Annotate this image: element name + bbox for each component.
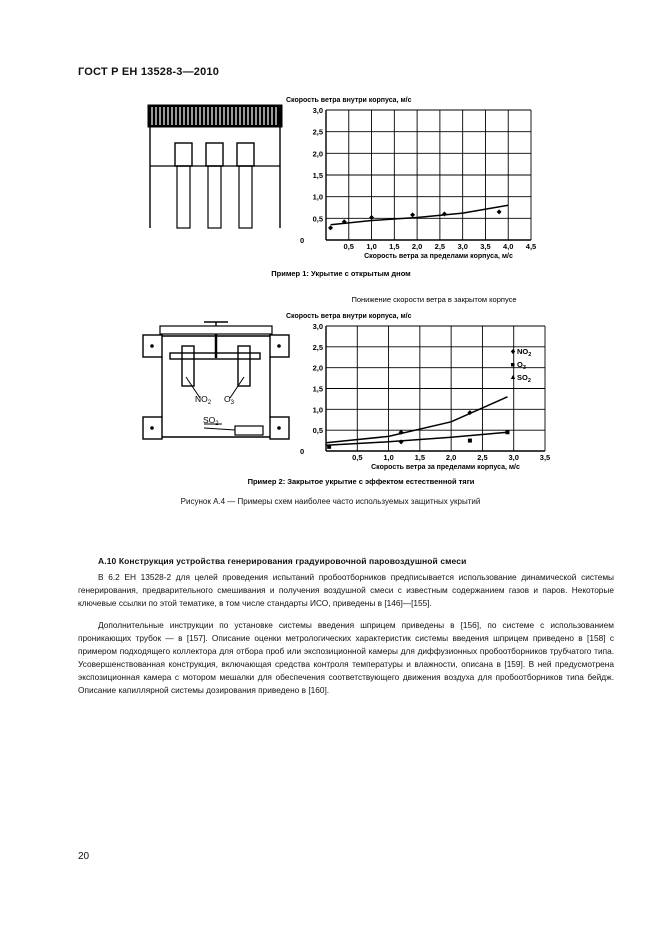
data-point xyxy=(468,439,472,443)
bolt-icon xyxy=(277,426,281,430)
x-tick-label: 3,0 xyxy=(508,453,519,462)
x-tick-label: 1,5 xyxy=(389,242,400,251)
figure2-subtitle: Понижение скорости ветра в закрытом корпусе xyxy=(351,295,517,304)
label-so2: $SO_2$ xyxy=(203,415,219,427)
data-point xyxy=(497,209,502,214)
data-point xyxy=(505,430,509,434)
section-heading: А.10 Конструкция устройства генерирования градуировочной паровоздушной смеси xyxy=(98,556,467,566)
x-tick-label: 1,0 xyxy=(366,242,377,251)
document-header: ГОСТ Р ЕН 13528-3—2010 xyxy=(78,66,220,78)
paragraph: В 6.2 ЕН 13528-2 для целей проведения испытаний пробоотборников предписывается использование динамической системы генерирования, предварительного смешивания и получения воздушной смеси с известным содержанием газов и паров. Некоторые ключевые ссылки по этой тематике, в том числе стандарты ИСО, приведены в [146]—[155]. xyxy=(78,572,614,608)
label-o3: $O_3$ xyxy=(224,394,234,406)
x-tick-label: 0,5 xyxy=(343,242,354,251)
y-tick-label: 2,5 xyxy=(312,342,323,352)
x-tick-label: 3,0 xyxy=(457,242,468,251)
data-point xyxy=(369,215,374,220)
data-point xyxy=(327,445,331,449)
y-tick-label: 2,5 xyxy=(312,127,323,137)
chart-closed-shelter xyxy=(286,313,550,471)
legend-entry: $SO_2$ xyxy=(517,373,531,384)
data-point xyxy=(328,225,333,230)
page-number: 20 xyxy=(78,851,90,862)
diagram-open-bottom-shelter xyxy=(148,105,282,228)
x-tick-label: 1,5 xyxy=(414,453,426,462)
x-tick-label: 0,5 xyxy=(352,453,363,462)
origin-label: 0 xyxy=(300,236,305,245)
origin-label: 0 xyxy=(300,447,305,456)
bolt-icon xyxy=(277,344,281,348)
bolt-icon xyxy=(150,426,154,430)
x-tick-label: 2,5 xyxy=(434,242,446,251)
y-tick-label: 0,5 xyxy=(312,214,323,224)
legend-marker xyxy=(511,375,515,379)
x-tick-label: 2,5 xyxy=(477,453,488,462)
y-tick-label: 2,0 xyxy=(312,149,323,159)
x-tick-label: 2,0 xyxy=(411,242,423,251)
x-axis-label: Скорость ветра за пределами корпуса, м/с xyxy=(364,253,513,260)
trend-line xyxy=(326,397,508,443)
x-axis-label: Скорость ветра за пределами корпуса, м/с xyxy=(371,464,520,471)
trend-line xyxy=(326,432,508,445)
x-tick-label: 3,5 xyxy=(480,242,491,251)
label-no2: $NO_2$ xyxy=(195,394,212,406)
x-tick-label: 1,0 xyxy=(383,453,394,462)
trend-line xyxy=(331,205,509,225)
chart-open-bottom xyxy=(286,97,536,260)
figure1-caption: Пример 1: Укрытие с открытым дном xyxy=(271,269,411,278)
paragraph: Дополнительные инструкции по установке системы введения шприцем приведены в [156], по системе с использованием проникающих трубок — в [157]. Описание оценки метрологических характеристик системы введения шприцем приведено в [158] с примером подходящего коллектора для отбора проб или экспозиционной камеры для диффузионных пробоотборников трубчатого типа. Усовершенствованная конструкция, включающая средства контроля температуры и влажности, описана в [159]. В ней предусмотрена экспозиционная камера с мотором мешалки для обеспечения соответствующего движения воздуха для пробоотборников типа бейдж. Описание капиллярной системы дозирования приведено в [160]. xyxy=(78,620,614,695)
y-axis-label: Скорость ветра внутри корпуса, м/с xyxy=(286,97,412,104)
legend-marker xyxy=(511,349,515,354)
y-tick-label: 0,5 xyxy=(312,426,323,436)
figure2-caption: Пример 2: Закрытое укрытие с эффектом естественной тяги xyxy=(247,477,475,486)
y-tick-label: 3,0 xyxy=(312,322,323,331)
y-tick-label: 1,5 xyxy=(312,171,323,180)
legend-entry: $NO_2$ xyxy=(517,347,532,358)
data-point xyxy=(410,212,415,217)
y-tick-label: 1,0 xyxy=(312,192,323,202)
x-tick-label: 4,0 xyxy=(503,242,514,251)
legend-entry: $O_3$ xyxy=(517,360,526,371)
x-tick-label: 4,5 xyxy=(525,242,537,251)
x-tick-label: 2,0 xyxy=(445,453,457,462)
bolt-icon xyxy=(150,344,154,348)
y-tick-label: 3,0 xyxy=(312,106,323,115)
figure-caption: Рисунок А.4 — Примеры схем наиболее часто используемых защитных укрытий xyxy=(180,497,481,506)
y-tick-label: 1,5 xyxy=(312,384,323,394)
y-axis-label: Скорость ветра внутри корпуса, м/с xyxy=(286,313,412,320)
legend-marker xyxy=(511,363,515,367)
y-tick-label: 2,0 xyxy=(312,363,323,373)
y-tick-label: 1,0 xyxy=(312,405,323,415)
x-tick-label: 3,5 xyxy=(539,453,551,462)
